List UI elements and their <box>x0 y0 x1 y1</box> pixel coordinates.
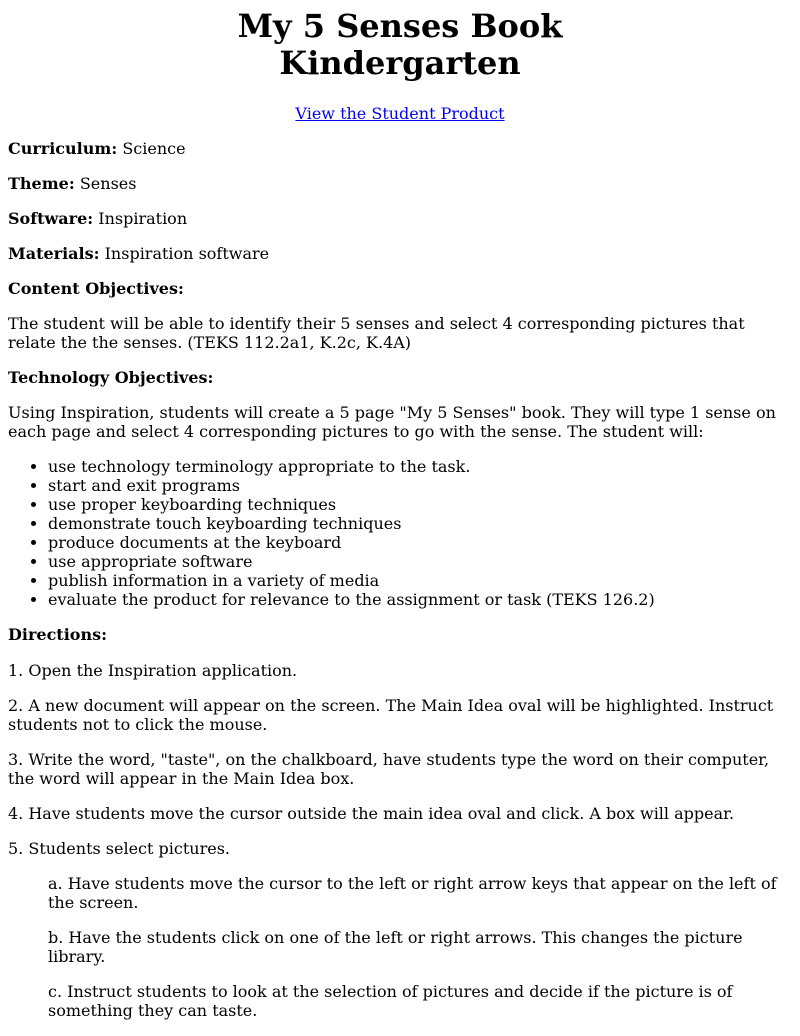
list-item: • publish information in a variety of media <box>48 571 792 590</box>
direction-step: 5. Students select pictures. <box>8 838 230 858</box>
technology-objectives-heading: Technology Objectives: <box>8 368 214 388</box>
meta-value: Senses <box>79 173 137 193</box>
direction-substeps <box>48 874 792 1020</box>
meta-label: Theme: <box>8 173 75 193</box>
direction-step: 4. Have students move the cursor outside the main idea oval and click. A box will appear. <box>8 803 735 823</box>
page-title-line1: My 5 Senses Book <box>237 7 563 45</box>
page-title-line2: Kindergarten <box>279 44 521 83</box>
direction-substep: b. Have the students click on one of the left or right arrows. This changes the picture library. <box>48 927 743 966</box>
list-item: • start and exit programs <box>48 476 792 495</box>
meta-value: Inspiration <box>98 208 188 228</box>
technology-objectives-intro: Using Inspiration, students will create a 5 page "My 5 Senses" book. They will type 1 sense on each page and select 4 corresponding pictures to go with the sense. The student will: <box>8 403 776 442</box>
direction-step: 1. Open the Inspiration application. <box>8 660 298 680</box>
meta-label: Materials: <box>8 244 100 263</box>
student-product-link-row <box>8 104 792 123</box>
list-item: • use appropriate software <box>48 552 792 571</box>
list-item: • use proper keyboarding techniques <box>48 495 792 514</box>
technology-objectives-list <box>8 457 792 609</box>
student-product-link[interactable]: View the Student Product <box>295 103 505 123</box>
meta-row-theme <box>8 174 792 193</box>
direction-substep: a. Have students move the cursor to the left or right arrow keys that appear on the left of the screen. <box>48 873 777 912</box>
meta-row-curriculum <box>8 139 792 158</box>
content-objectives-heading: Content Objectives: <box>8 279 184 299</box>
meta-value: Science <box>122 138 186 158</box>
page-title <box>8 8 792 83</box>
meta-row-materials <box>8 244 792 263</box>
directions-heading: Directions: <box>8 625 107 645</box>
meta-value: Inspiration software <box>104 244 270 263</box>
list-item: • produce documents at the keyboard <box>48 533 792 552</box>
list-item: • demonstrate touch keyboarding techniques <box>48 514 792 533</box>
meta-label: Software: <box>8 208 94 228</box>
list-item: • evaluate the product for relevance to the assignment or task (TEKS 126.2) <box>48 590 792 609</box>
content-objectives-body: The student will be able to identify their 5 senses and select 4 corresponding pictures that relate the the senses. (TEKS 112.2a1, K.2c, K.4A) <box>8 314 745 353</box>
direction-step: 3. Write the word, "taste", on the chalkboard, have students type the word on their computer, the word will appear in the Main Idea box. <box>8 749 770 788</box>
meta-row-software <box>8 209 792 228</box>
direction-step: 2. A new document will appear on the screen. The Main Idea oval will be highlighted. Instruct students not to click the mouse. <box>8 695 774 734</box>
meta-label: Curriculum: <box>8 138 118 158</box>
list-item: • use technology terminology appropriate to the task. <box>48 457 792 476</box>
direction-substep: c. Instruct students to look at the selection of pictures and decide if the picture is of something they can taste. <box>48 981 733 1020</box>
